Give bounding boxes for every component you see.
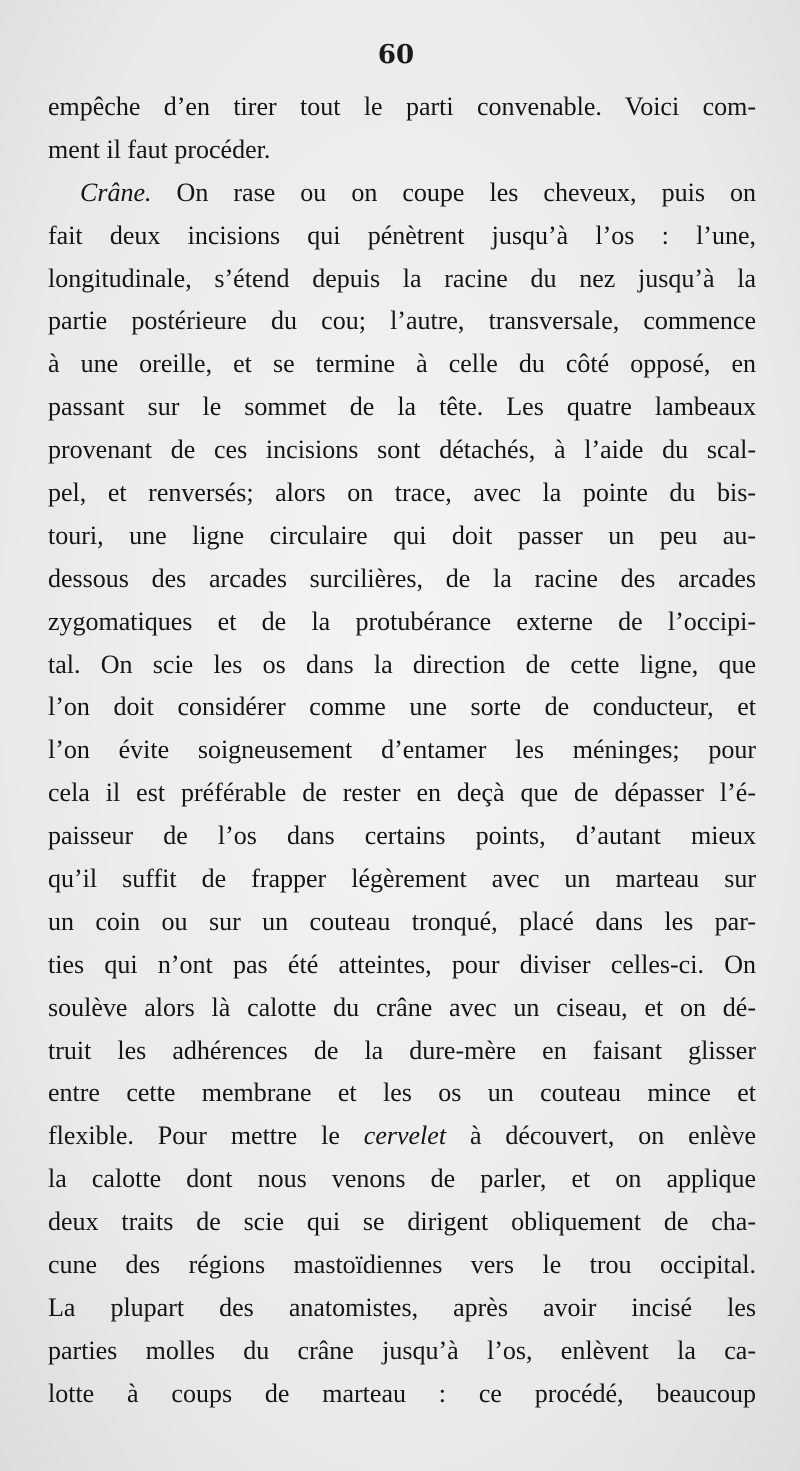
text-line: zygomatiques et de la protubérance externe de l’occipi- <box>48 606 756 636</box>
text-line: touri, une ligne circulaire qui doit passer un peu au- <box>48 520 756 550</box>
text-line: cela il est préférable de rester en deçà que de dépasser l’é- <box>48 778 756 808</box>
text-line: ment il faut procéder. <box>48 134 271 164</box>
text-line: parties molles du crâne jusqu’à l’os, enlèvent la ca- <box>48 1335 756 1365</box>
text-line: la calotte dont nous venons de parler, et on applique <box>48 1164 756 1194</box>
text-segment: flexible. Pour mettre le <box>48 1121 364 1151</box>
text-line: paisseur de l’os dans certains points, d’autant mieux <box>48 821 756 851</box>
text-line: truit les adhérences de la dure-mère en faisant glisser <box>48 1035 756 1065</box>
text-line: l’on doit considérer comme une sorte de conducteur, et <box>48 692 756 722</box>
text-line: à une oreille, et se termine à celle du côté opposé, en <box>48 349 756 379</box>
text-line: deux traits de scie qui se dirigent obliquement de cha- <box>48 1207 756 1237</box>
text-line: soulève alors là calotte du crâne avec un ciseau, et on dé- <box>48 992 756 1022</box>
text-line: entre cette membrane et les os un couteau mince et <box>48 1078 756 1108</box>
text-line: passant sur le sommet de la tête. Les quatre lambeaux <box>48 392 756 422</box>
text-line: dessous des arcades surcilières, de la racine des arcades <box>48 563 756 593</box>
body-text <box>48 86 756 1416</box>
text-line: provenant de ces incisions sont détachés, à l’aide du scal- <box>48 435 756 465</box>
text-line: partie postérieure du cou; l’autre, transversale, commence <box>48 306 756 336</box>
text-line: qu’il suffit de frapper légèrement avec un marteau sur <box>48 864 756 894</box>
text-line: empêche d’en tirer tout le parti convenable. Voici com- <box>48 92 756 121</box>
text-line: tal. On scie les os dans la direction de cette ligne, que <box>48 649 756 679</box>
text-line: un coin ou sur un couteau tronqué, placé dans les par- <box>48 906 756 936</box>
text-segment: à découvert, on enlève <box>446 1121 757 1151</box>
section-heading: Crâne. <box>80 177 152 207</box>
text-line: pel, et renversés; alors on trace, avec la pointe du bis- <box>48 478 756 508</box>
text-line: longitudinale, s’étend depuis la racine du nez jusqu’à la <box>48 263 756 293</box>
text-line: cune des régions mastoïdiennes vers le trou occipital. <box>48 1250 756 1280</box>
text-line: ties qui n’ont pas été atteintes, pour diviser celles-ci. On <box>48 949 756 979</box>
text-line: fait deux incisions qui pénètrent jusqu’à l’os : l’une, <box>48 220 756 250</box>
italic-term: cervelet <box>363 1121 447 1151</box>
text-line: l’on évite soigneusement d’entamer les méninges; pour <box>48 735 756 765</box>
text-segment: On rase ou on coupe les cheveux, puis on <box>151 177 756 207</box>
text-line: lotte à coups de marteau : ce procédé, beaucoup <box>48 1378 756 1408</box>
text-line <box>48 172 756 215</box>
text-line <box>48 1115 756 1158</box>
text-line: La plupart des anatomistes, après avoir incisé les <box>48 1292 756 1322</box>
page-number: 60 <box>377 40 415 70</box>
